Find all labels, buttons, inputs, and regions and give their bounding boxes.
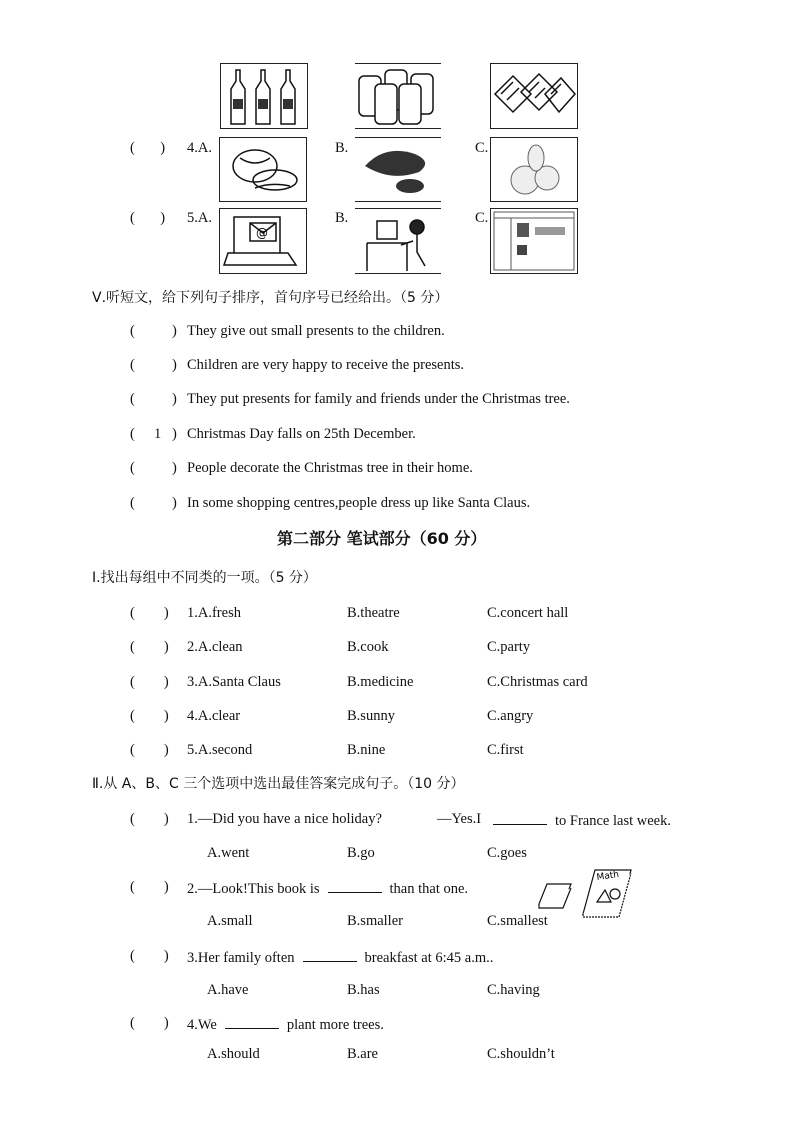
option-a: 2.A.clean: [187, 639, 243, 655]
answer-blank[interactable]: [225, 1014, 279, 1029]
option-c: C.shouldn’t: [487, 1046, 555, 1062]
option-b: B.cook: [347, 639, 389, 655]
books-picture: [535, 866, 653, 922]
option-b: B.are: [347, 1046, 378, 1062]
exam-page: ( ) 4.A. B. C. ( ) 5.A. @ B. C. Ⅴ.听短文，给下列句子排序，首句序号已经给出。（5 分） ( ) They give out small presents to the children. ( ) Children are very happy to receive the presents. ( ) They put presents for family and friends under the Christmas tree. ( 1 ) Christmas Day falls on 25th December. ( ) People decorate the Christmas tree in their home. ( ) In some shopping centres,people dress up like Santa Claus. 第二部分 笔试部分（60 分） Ⅰ.找出每组中不同类的一项。（5 分） ( ) 1.A.fresh B.theatre C.concert hall ( ) 2.A.clean B.cook C.party ( ) 3.A.Santa Claus B.medicine C.Christmas card ( ) 4.A.clear B.sunny C.angry ( ) 5.A.second B.nine C.first Ⅱ.从 A、B、C 三个选项中选出最佳答案完成句子。（10 分） ( ) 1.—Did you have a nice holiday? —Yes.I to France last week. A.went B.go C.goes ( ) 2.—Look!This book is than that one. A.small B.smaller C.smallest Math ( ) 3.Her family often breakfast at 6:45 a.m.. A.have B.has C.having ( ) 4.We plant more trees. A.should B.are C.shouldn’t: [0, 0, 793, 1122]
email-laptop-picture: [219, 208, 307, 274]
option-a: A.went: [207, 845, 250, 861]
question-number: 5.A.: [187, 210, 212, 226]
section-ii-heading: Ⅱ.从 A、B、C 三个选项中选出最佳答案完成句子。（10 分）: [92, 776, 465, 792]
answer-paren[interactable]: (: [130, 426, 135, 442]
sentence-text: People decorate the Christmas tree in their home.: [187, 460, 473, 476]
option-b-label: B.: [335, 140, 349, 156]
option-a: 4.A.clear: [187, 708, 241, 724]
chocolate-picture: [490, 63, 578, 129]
answer-blank[interactable]: [303, 947, 357, 962]
question-text: 1.—Did you have a nice holiday?: [187, 811, 382, 827]
question-text: 4.We: [187, 1017, 217, 1033]
option-a: A.small: [207, 913, 253, 929]
svg-text:@: @: [256, 226, 268, 240]
sentence-text: They put presents for family and friends under the Christmas tree.: [187, 391, 570, 407]
answer-blank[interactable]: [493, 810, 547, 825]
answer-paren[interactable]: ( ): [130, 879, 169, 895]
answer-paren[interactable]: (: [130, 391, 135, 407]
question-text: breakfast at 6:45 a.m..: [364, 950, 494, 966]
section-i-heading: Ⅰ.找出每组中不同类的一项。（5 分）: [92, 570, 317, 586]
answer-value: 1: [154, 426, 162, 442]
option-c: C.concert hall: [487, 605, 569, 621]
bottles-picture: [220, 63, 308, 129]
answer-paren[interactable]: ( ): [130, 708, 169, 724]
book-title-label: Math: [596, 869, 620, 883]
sentence-text: Children are very happy to receive the presents.: [187, 357, 465, 373]
answer-paren[interactable]: ( ): [130, 674, 169, 690]
section-v-heading: Ⅴ.听短文，给下列句子排序，首句序号已经给出。（5 分）: [92, 290, 449, 306]
option-a: 3.A.Santa Claus: [187, 674, 281, 690]
answer-blank[interactable]: [328, 878, 382, 893]
answer-paren[interactable]: (: [130, 323, 135, 339]
option-a: 5.A.second: [187, 742, 253, 758]
cans-picture: [355, 63, 441, 129]
peach-picture: [490, 137, 578, 202]
option-b-label: B.: [335, 210, 349, 226]
option-c: C.smallest: [487, 913, 548, 929]
answer-paren[interactable]: ( ): [130, 140, 166, 156]
sentence-text: Christmas Day falls on 25th December.: [187, 426, 416, 442]
option-c-label: C.: [475, 210, 489, 226]
option-a: A.should: [207, 1046, 260, 1062]
answer-paren[interactable]: (: [130, 357, 135, 373]
option-c: C.having: [487, 982, 540, 998]
answer-paren[interactable]: ( ): [130, 1015, 169, 1031]
question-text: plant more trees.: [286, 1017, 384, 1033]
sentence-text: They give out small presents to the children.: [187, 323, 445, 339]
food-picture: [355, 137, 441, 202]
part-title: 第二部分 笔试部分（60 分）: [277, 529, 487, 548]
question-text: 2.—Look!This book is: [187, 881, 320, 897]
option-c: C.first: [487, 742, 524, 758]
nuts-picture: [219, 137, 307, 202]
option-b: B.nine: [347, 742, 386, 758]
option-b: B.sunny: [347, 708, 395, 724]
boy-computer-picture: [355, 208, 441, 274]
option-c: C.goes: [487, 845, 527, 861]
answer-paren[interactable]: ( ): [130, 210, 166, 226]
option-b: B.go: [347, 845, 375, 861]
sentence-text: In some shopping centres,people dress up like Santa Claus.: [187, 495, 531, 511]
option-b: B.theatre: [347, 605, 400, 621]
option-c-label: C.: [475, 140, 489, 156]
question-text: 3.Her family often: [187, 950, 295, 966]
answer-paren[interactable]: ( ): [130, 742, 169, 758]
question-text: to France last week.: [555, 813, 671, 829]
answer-paren[interactable]: ( ): [130, 639, 169, 655]
option-c: C.party: [487, 639, 531, 655]
option-a: 1.A.fresh: [187, 605, 241, 621]
answer-paren[interactable]: (: [130, 460, 135, 476]
question-text: than that one.: [389, 881, 469, 897]
option-a: A.have: [207, 982, 249, 998]
option-b: B.has: [347, 982, 380, 998]
option-c: C.angry: [487, 708, 534, 724]
answer-paren[interactable]: ( ): [130, 605, 169, 621]
option-b: B.medicine: [347, 674, 414, 690]
web-page-picture: [490, 208, 578, 274]
answer-paren[interactable]: ( ): [130, 811, 169, 827]
option-c: C.Christmas card: [487, 674, 588, 690]
option-b: B.smaller: [347, 913, 403, 929]
answer-paren[interactable]: ( ): [130, 948, 169, 964]
question-number: 4.A.: [187, 140, 212, 156]
question-text: —Yes.I: [437, 811, 482, 827]
answer-paren[interactable]: (: [130, 495, 135, 511]
